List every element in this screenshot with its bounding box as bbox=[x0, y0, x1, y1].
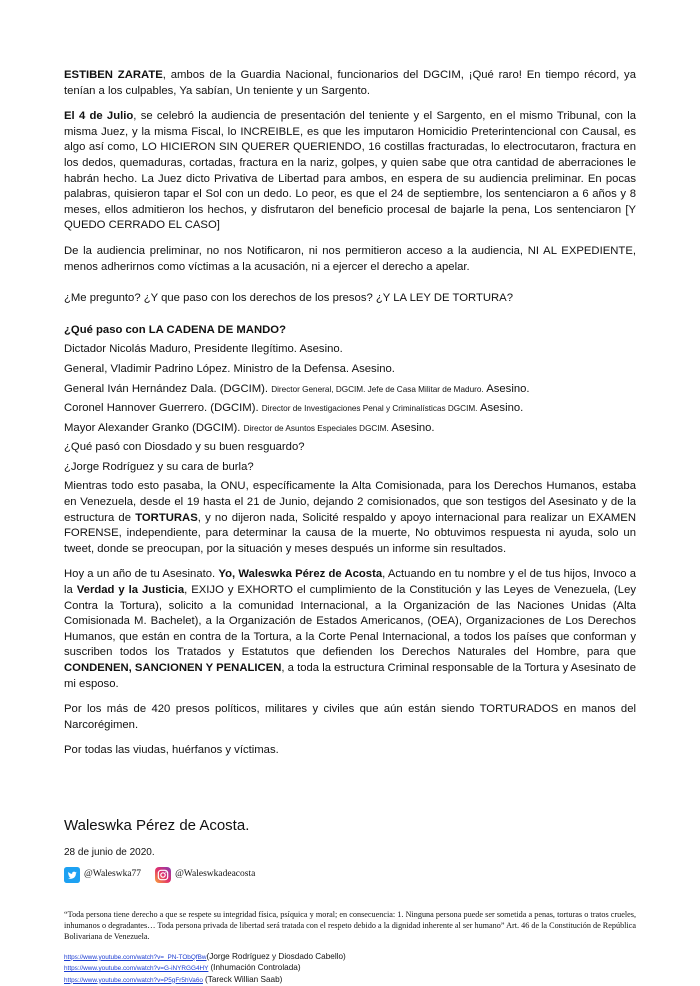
instagram-handle-text: @Waleswkadeacosta bbox=[175, 868, 256, 879]
paragraph-question: ¿Me pregunto? ¿Y que paso con los derechos de los presos? ¿Y LA LEY DE TORTURA? bbox=[64, 292, 513, 305]
constitution-quote: “Toda persona tiene derecho a que se respete su integridad física, psíquica y moral; en consecuencia: 1. Ninguna persona puede ser sometida a penas, torturas o tratos crueles, inhumanos o degradantes… Toda persona privada de libertad será tratada con el respeto debido a la dignidad inherente al ser humano” Art. 46 de la Constitución de República Bolivariana de Venezuela. bbox=[64, 909, 636, 941]
paragraph-text: , ambos de la Guardia Nacional, funcionarios del DGCIM, ¡Qué raro! En tiempo récord, ya tenían a los culpables, Ya sabían, Un teniente y un Sargento. bbox=[64, 69, 636, 97]
chain-of-command bbox=[64, 323, 636, 476]
chain-item: Mayor Alexander Granko (DGCIM). Director de Asuntos Especiales DGCIM. Asesino. bbox=[64, 421, 435, 434]
document-body bbox=[64, 68, 636, 986]
video-link[interactable]: https://www.youtube.com/watch?v=P5gFr5hVa6o bbox=[64, 976, 203, 984]
paragraph-text: , se celebró la audiencia de presentación del teniente y el Sargento, en el mismo Tribunal, con la misma Juez, y la misma Fiscal, lo INCREIBLE, es que les imputaron Homicidio Preterintencional con Causal, es algo así como, LO HICIERON SIN QUERER QUERIENDO, 16 costillas fracturadas, lo electrocutaron, fractura en los dedos, quemaduras, cortadas, fractura en la nariz, golpes, y quien sabe que otra cantidad de aberraciones le habrán hecho. La Juez dicto Privativa de Libertad para ambos, en espera de su audiencia preliminar. En pocas palabras, quisieron tapar el Sol con un dedo. Lo peor, es que el 24 de septiembre, los sentenciaron a 6 años y 8 meses, ellos admitieron los hechos, y disfrutaron del beneficio procesal de bajarle la pena, Los sentenciaron [Y QUEDO CERRADO EL CASO] bbox=[64, 110, 636, 232]
video-link-label: (Jorge Rodríguez y Diosdado Cabello) bbox=[206, 951, 346, 961]
video-link[interactable]: https://www.youtube.com/watch?v=G-iNYRGG4HY bbox=[64, 965, 209, 973]
video-link-label: (Tareck Willian Saab) bbox=[205, 974, 283, 984]
bold-date: El 4 de Julio bbox=[64, 110, 134, 123]
chain-item: ¿Qué pasó con Diosdado y su buen resguardo? bbox=[64, 441, 305, 454]
signature-date: 28 de junio de 2020. bbox=[64, 846, 155, 858]
paragraph-victims: Por todas las viudas, huérfanos y víctimas. bbox=[64, 744, 279, 757]
twitter-handle-text: @Waleswka77 bbox=[84, 868, 142, 879]
instagram-icon bbox=[155, 867, 171, 883]
chain-item: General Iván Hernández Dala. (DGCIM). Director General, DGCIM. Jefe de Casa Militar de Maduro. Asesino. bbox=[64, 382, 530, 395]
signature-name: Waleswka Pérez de Acosta. bbox=[64, 816, 250, 834]
video-link-row bbox=[64, 975, 636, 986]
twitter-handle[interactable] bbox=[64, 867, 141, 883]
paragraph-preliminary: De la audiencia preliminar, no nos Notificaron, ni nos permitieron acceso a la audiencia, NI AL EXPEDIENTE, menos adherirnos como víctimas a la acusación, ni a ejercer el derecho a apelar. bbox=[64, 244, 636, 273]
video-link-row bbox=[64, 952, 636, 964]
paragraph-culprits bbox=[64, 68, 636, 99]
twitter-icon bbox=[64, 867, 80, 883]
chain-item: General, Vladimir Padrino López. Ministro de la Defensa. Asesino. bbox=[64, 362, 395, 375]
chain-item: Dictador Nicolás Maduro, Presidente Ilegítimo. Asesino. bbox=[64, 343, 343, 356]
bold-name: ESTIBEN ZARATE bbox=[64, 69, 163, 81]
video-link-row bbox=[64, 963, 636, 975]
video-link-label: (Inhumación Controlada) bbox=[210, 963, 301, 973]
paragraph-un: Mientras todo esto pasaba, la ONU, específicamente la Alta Comisionada, para los Derechos Humanos, estaba en Venezuela, desde el 19 hasta el 21 de Junio, dejando 2 comisionados, que son testigos del Asesinato y de la estructura de TORTURAS, y no dijeron nada, Solicité respaldo y apoyo internacional para realizar un EXAMEN FORENSE, independiente, para determinar la causa de la muerte, No obtuvimos respuesta ni ayuda, solo un tweet, donde se preocupan, por la situación y meses después un informe sin resultados. bbox=[64, 480, 636, 555]
paragraph-hearing bbox=[64, 109, 636, 234]
video-links bbox=[64, 952, 636, 986]
paragraph-prisoners: Por los más de 420 presos políticos, militares y civiles que aún están siendo TORTURADOS en manos del Narcorégimen. bbox=[64, 703, 636, 731]
video-link[interactable]: https://www.youtube.com/watch?v=_PN-TObQfBw bbox=[64, 953, 207, 961]
chain-heading: ¿Qué paso con LA CADENA DE MANDO? bbox=[64, 323, 286, 336]
paragraph-demand: Hoy a un año de tu Asesinato. Yo, Waleswka Pérez de Acosta, Actuando en tu nombre y el de tus hijos, Invoco a la Verdad y la Justicia, EXIJO y EXHORTO el cumplimiento de la Constitución y las Leyes de Venezuela, (Ley Contra la Tortura), solicito a la comunidad Internacional, a la Organización de las Naciones Unidas (Alta Comisionada M. Bachelet), a la Organización de Estados Americanos, (OEA), Organizaciones de Los Derechos Humanos, que están en contra de la Tortura, a la Corte Penal Internacional, a todos los países que conforman y suscriben todos los Tratados y Estatutos que defienden los Derechos Naturales del Hombre, para que CONDENEN, SANCIONEN Y PENALICEN, a toda la estructura Criminal responsable de la Tortura y Asesinato de mi esposo. bbox=[64, 568, 637, 690]
instagram-handle[interactable] bbox=[155, 867, 255, 883]
chain-item: ¿Jorge Rodríguez y su cara de burla? bbox=[64, 460, 254, 473]
chain-item: Coronel Hannover Guerrero. (DGCIM). Director de Investigaciones Penal y Criminalísticas DGCIM. Asesino. bbox=[64, 402, 524, 415]
social-handles bbox=[64, 867, 636, 883]
